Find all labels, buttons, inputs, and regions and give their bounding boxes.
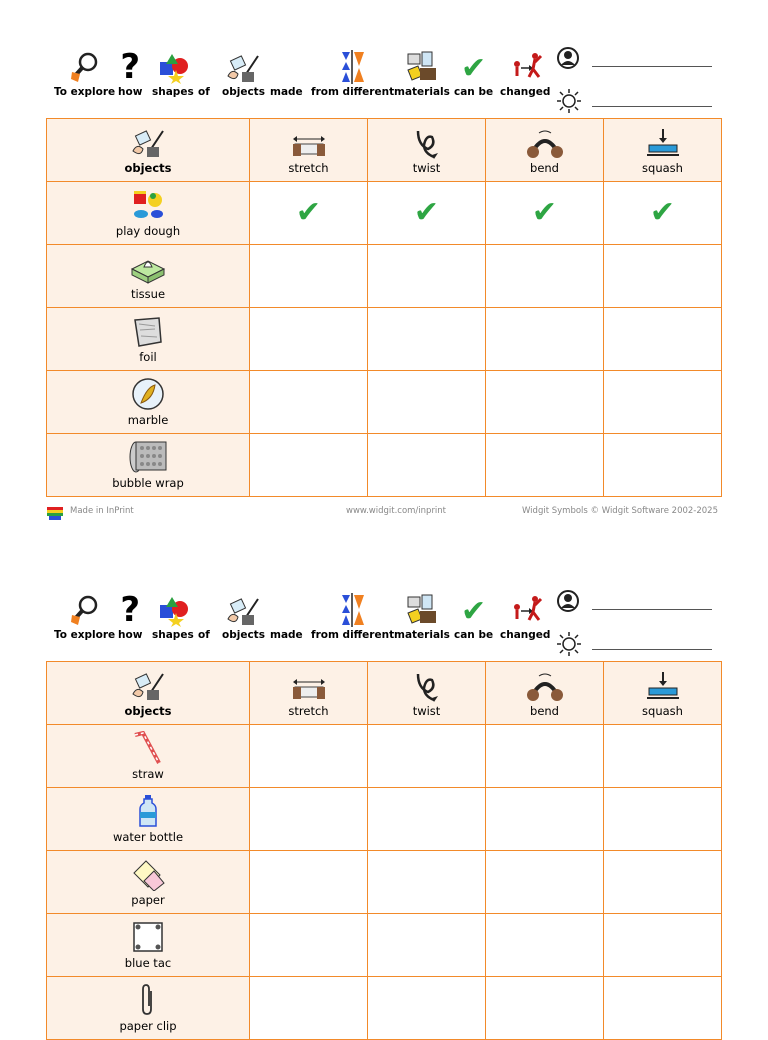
check-cell[interactable] [604, 434, 722, 497]
check-cell[interactable] [250, 371, 368, 434]
tick-icon: ✔ [460, 51, 487, 86]
check-cell[interactable] [368, 308, 486, 371]
magnifier-icon [68, 593, 102, 627]
tick-icon: ✔ [460, 594, 487, 629]
header-bend: bend [486, 662, 604, 725]
check-cell[interactable] [604, 182, 722, 245]
tick-icon: ✔ [531, 195, 558, 230]
date-line[interactable] [592, 106, 712, 107]
word-of: of [198, 629, 210, 641]
table-row [47, 725, 722, 788]
inprint-logo-icon [46, 505, 64, 521]
word-shapes: shapes [152, 591, 194, 641]
word-how: ? how [118, 47, 143, 98]
tick-icon: ✔ [295, 195, 322, 230]
check-cell[interactable] [604, 245, 722, 308]
row-label-water-bottle: water bottle [47, 788, 250, 851]
check-cell[interactable] [486, 434, 604, 497]
check-cell[interactable] [250, 851, 368, 914]
word-can-be: ✔ can be [454, 51, 494, 98]
squash-icon [645, 672, 681, 702]
table-row [47, 977, 722, 1040]
objects-icon [130, 670, 166, 702]
title-sentence [50, 543, 550, 653]
check-cell[interactable] [368, 371, 486, 434]
objects-icon [226, 595, 260, 627]
check-cell[interactable] [368, 914, 486, 977]
question-mark-icon: ? [120, 47, 141, 87]
word-made: made [270, 629, 303, 641]
check-cell[interactable] [368, 245, 486, 308]
different-icon [336, 50, 370, 84]
row-label-straw: straw [47, 725, 250, 788]
check-cell[interactable] [250, 434, 368, 497]
person-icon [556, 589, 580, 613]
stretch-icon [291, 135, 327, 159]
table-row [47, 371, 722, 434]
bend-icon [525, 129, 565, 159]
row-label-marble: marble [47, 371, 250, 434]
table-row [47, 245, 722, 308]
check-cell[interactable] [604, 977, 722, 1040]
bend-icon [525, 672, 565, 702]
materials-icon [404, 50, 440, 84]
footer-made-in: Made in InPrint [70, 506, 134, 516]
word-to-explore: To explore [54, 591, 115, 641]
check-cell[interactable] [486, 245, 604, 308]
header-twist: twist [368, 662, 486, 725]
word-materials: materials [394, 591, 450, 641]
check-cell[interactable] [486, 977, 604, 1040]
materials-table-1 [46, 118, 722, 497]
table-row [47, 308, 722, 371]
word-from-different: from different [311, 48, 394, 98]
header-objects: objects [47, 119, 250, 182]
date-line[interactable] [592, 649, 712, 650]
twist-icon [412, 127, 442, 159]
row-label-blue-tac: blue tac [47, 914, 250, 977]
table-row [47, 851, 722, 914]
check-cell[interactable] [250, 914, 368, 977]
check-cell[interactable] [368, 434, 486, 497]
materials-icon [404, 593, 440, 627]
check-cell[interactable] [486, 725, 604, 788]
check-cell[interactable] [368, 725, 486, 788]
check-cell[interactable] [250, 245, 368, 308]
magnifier-icon [68, 50, 102, 84]
water-bottle-icon [138, 794, 158, 828]
check-cell[interactable] [368, 851, 486, 914]
check-cell[interactable] [486, 914, 604, 977]
word-to-explore: To explore [54, 48, 115, 98]
sun-icon [556, 88, 582, 114]
sun-icon [556, 631, 582, 657]
check-cell[interactable] [486, 851, 604, 914]
check-cell[interactable] [604, 788, 722, 851]
check-cell[interactable] [486, 371, 604, 434]
word-materials: materials [394, 48, 450, 98]
word-made: made [270, 86, 303, 98]
check-cell[interactable] [604, 725, 722, 788]
title-sentence [50, 0, 550, 110]
check-cell[interactable] [250, 788, 368, 851]
straw-icon [131, 731, 165, 765]
materials-table-2 [46, 661, 722, 1040]
table-row [47, 788, 722, 851]
squash-icon [645, 129, 681, 159]
word-how: ? how [118, 590, 143, 641]
shapes-icon [156, 595, 190, 627]
row-label-paper-clip: paper clip [47, 977, 250, 1040]
person-icon [556, 46, 580, 70]
header-squash: squash [604, 119, 722, 182]
check-cell[interactable] [486, 308, 604, 371]
check-cell[interactable] [604, 371, 722, 434]
word-changed: changed [500, 48, 550, 98]
header-objects: objects [47, 662, 250, 725]
stretch-icon [291, 678, 327, 702]
table-row [47, 182, 722, 245]
check-cell[interactable] [368, 788, 486, 851]
name-line[interactable] [592, 609, 712, 610]
row-label-foil: foil [47, 308, 250, 371]
name-line[interactable] [592, 66, 712, 67]
word-shapes: shapes [152, 48, 194, 98]
header-bend: bend [486, 119, 604, 182]
row-label-paper: paper [47, 851, 250, 914]
marble-icon [131, 377, 165, 411]
footer-url[interactable]: www.widgit.com/inprint [346, 506, 447, 516]
tissue-icon [130, 255, 166, 285]
table-row [47, 914, 722, 977]
word-from-different: from different [311, 591, 394, 641]
different-icon [336, 593, 370, 627]
check-cell[interactable] [486, 788, 604, 851]
footer-copyright: Widgit Symbols © Widgit Software 2002-2025 [521, 506, 718, 516]
check-cell[interactable] [486, 182, 604, 245]
check-cell[interactable] [368, 977, 486, 1040]
paper-icon [130, 859, 166, 891]
blue-tac-icon [131, 920, 165, 954]
tick-icon: ✔ [413, 195, 440, 230]
header-squash: squash [604, 662, 722, 725]
check-cell[interactable] [250, 182, 368, 245]
word-objects: objects [222, 591, 265, 641]
word-can-be: ✔ can be [454, 594, 494, 641]
check-cell[interactable] [604, 851, 722, 914]
play-dough-icon [131, 188, 165, 222]
word-of: of [198, 86, 210, 98]
shapes-icon [156, 52, 190, 84]
question-mark-icon: ? [120, 590, 141, 630]
check-cell[interactable] [368, 182, 486, 245]
changed-icon [507, 50, 543, 84]
header-twist: twist [368, 119, 486, 182]
objects-icon [130, 127, 166, 159]
check-cell[interactable] [250, 977, 368, 1040]
bubble-wrap-icon [128, 440, 168, 474]
check-cell[interactable] [604, 308, 722, 371]
paper-clip-icon [140, 983, 156, 1017]
foil-icon [131, 316, 165, 348]
table-row [47, 434, 722, 497]
check-cell[interactable] [250, 725, 368, 788]
word-changed: changed [500, 591, 550, 641]
row-label-tissue: tissue [47, 245, 250, 308]
word-objects: objects [222, 48, 265, 98]
row-label-play-dough: play dough [47, 182, 250, 245]
check-cell[interactable] [604, 914, 722, 977]
changed-icon [507, 593, 543, 627]
header-stretch: stretch [250, 119, 368, 182]
tick-icon: ✔ [649, 195, 676, 230]
header-stretch: stretch [250, 662, 368, 725]
row-label-bubble-wrap: bubble wrap [47, 434, 250, 497]
table-header-row [47, 119, 722, 182]
footer [46, 505, 722, 521]
objects-icon [226, 52, 260, 84]
twist-icon [412, 670, 442, 702]
table-header-row [47, 662, 722, 725]
check-cell[interactable] [250, 308, 368, 371]
